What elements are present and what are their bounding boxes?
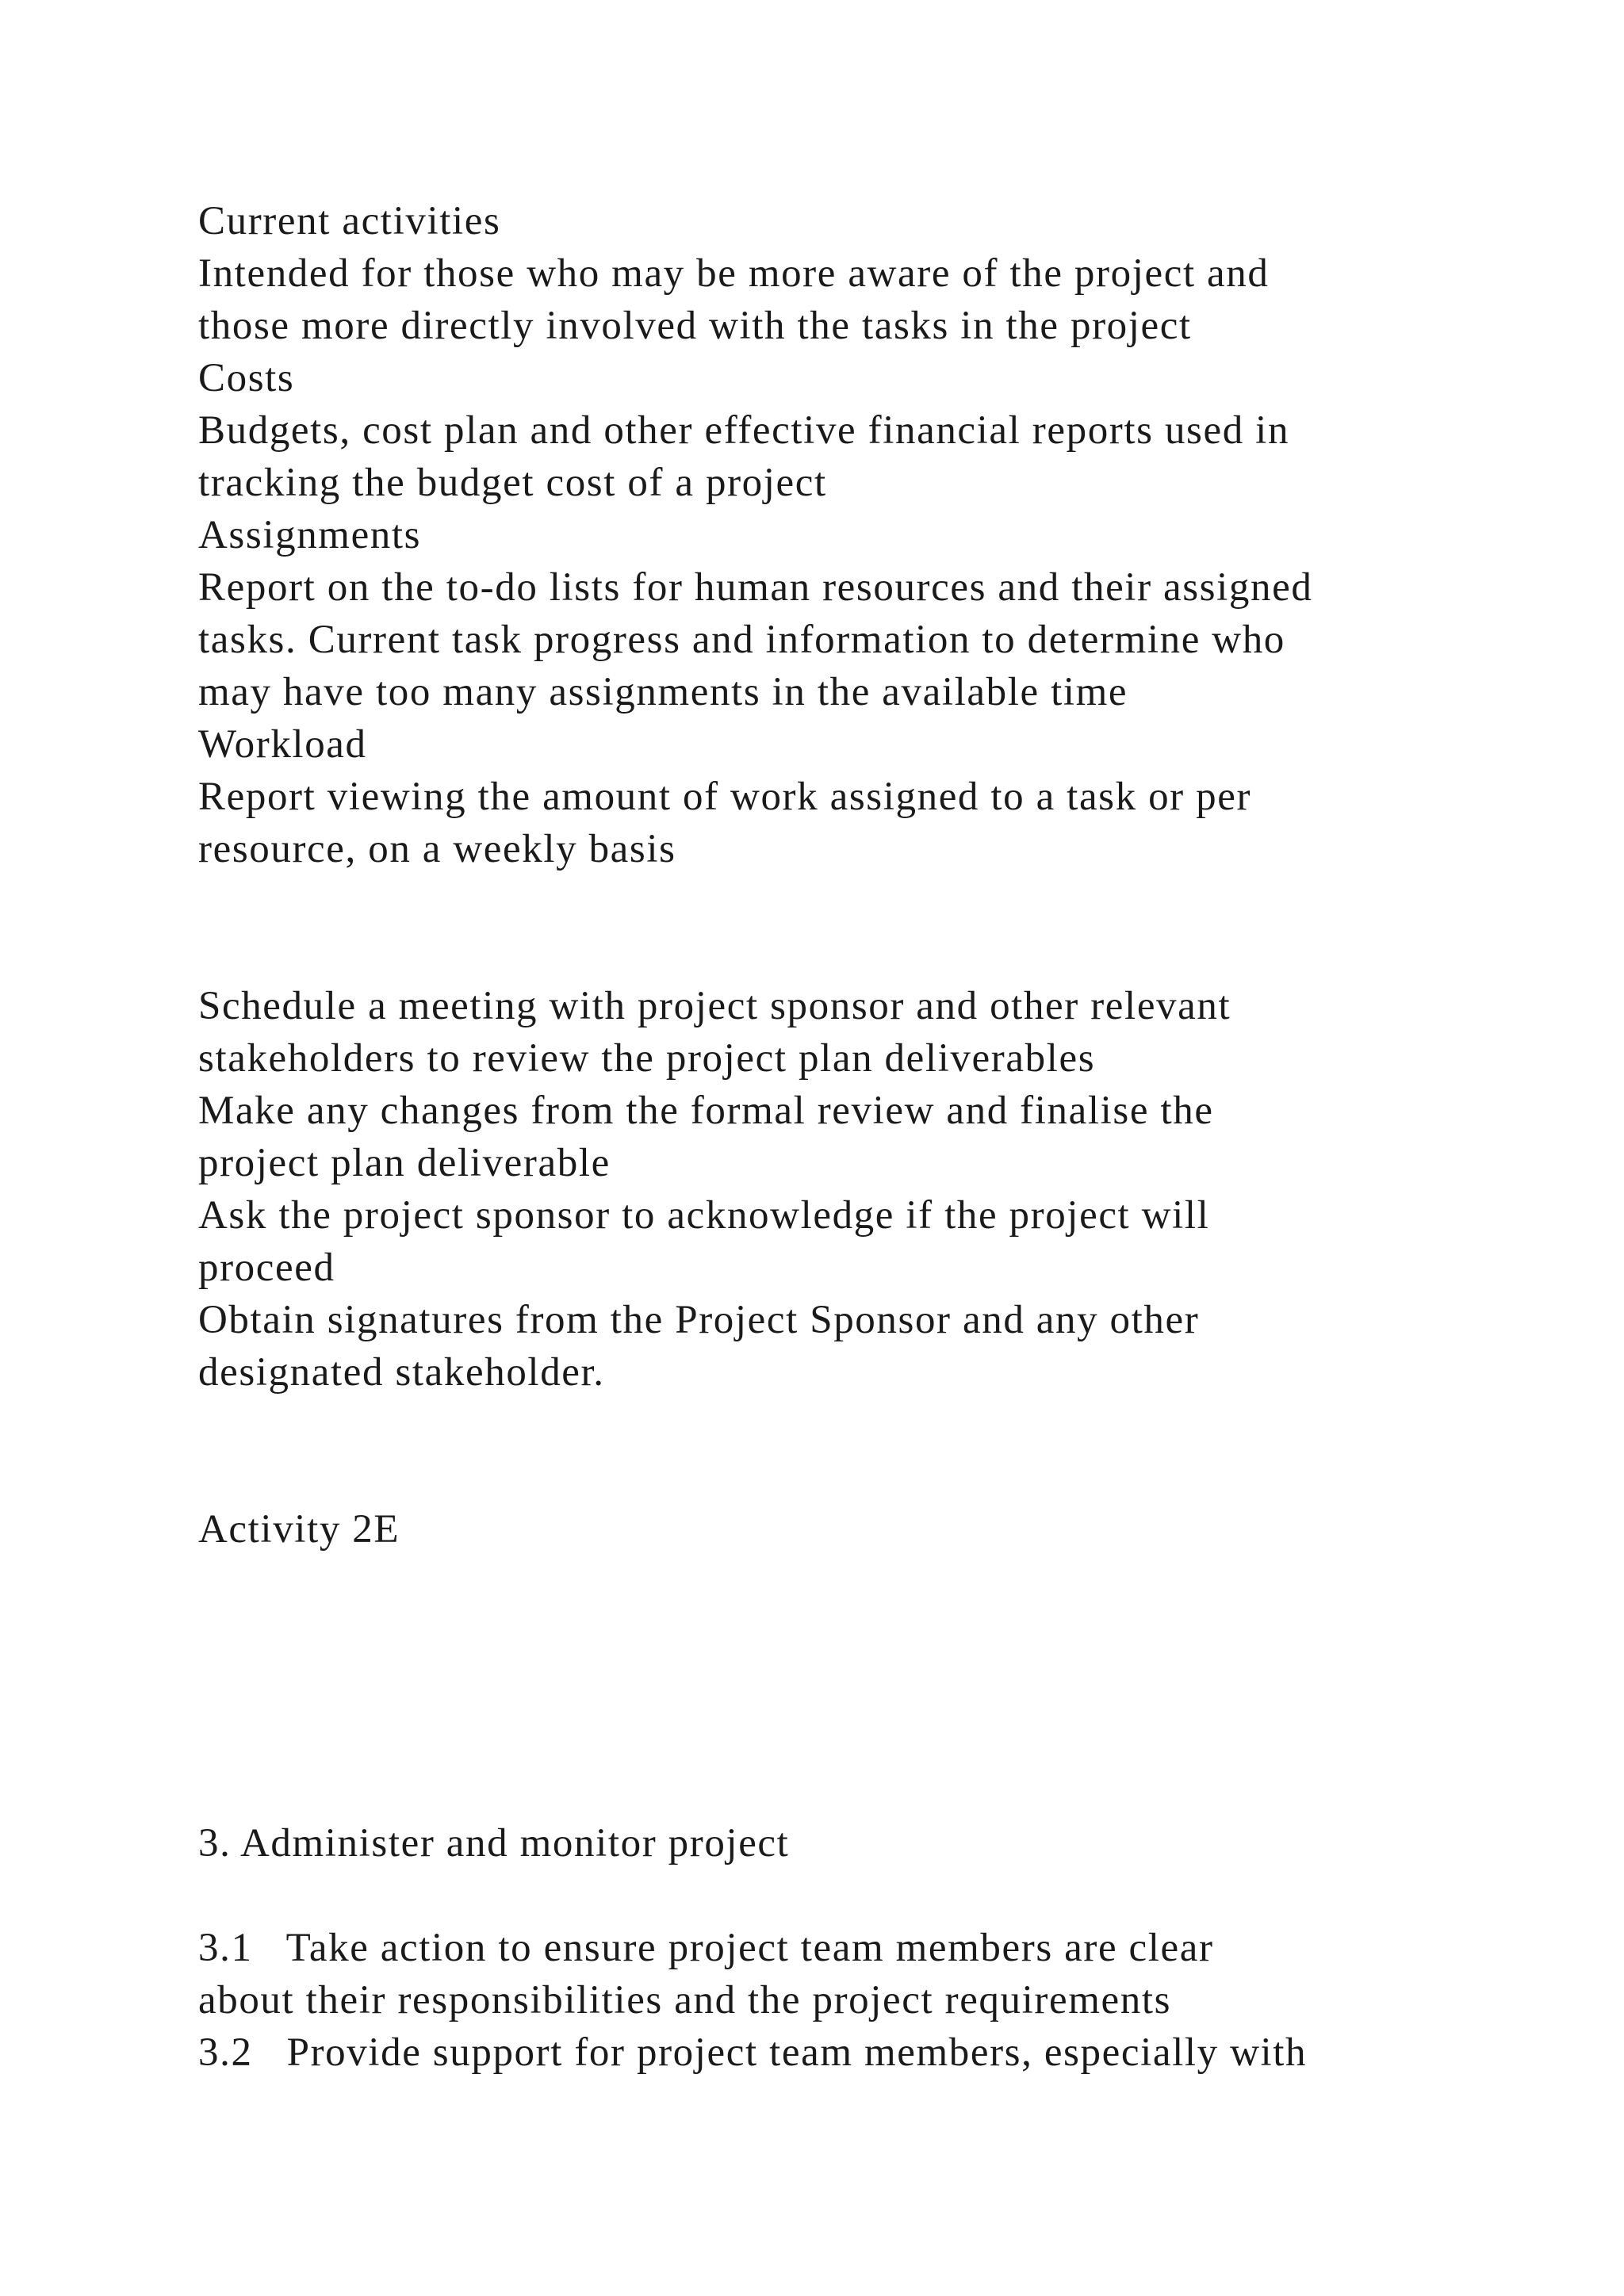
section-heading: 3. Administer and monitor project [198,1821,790,1866]
text-line: Make any changes from the formal review and finalise the [198,1089,1214,1133]
heading-activity-2e: Activity 2E [198,1507,400,1552]
numbered-item: 3.2 Provide support for project team members, especially with [198,2030,1308,2075]
text-line: designated stakeholder. [198,1350,605,1395]
text-line: tasks. Current task progress and information to determine who [198,618,1285,662]
text-line: resource, on a weekly basis [198,827,676,871]
text-line: stakeholders to review the project plan deliverables [198,1036,1096,1081]
heading-current-activities: Current activities [198,199,501,243]
text-line: tracking the budget cost of a project [198,461,827,505]
text-line: Obtain signatures from the Project Sponsor and any other [198,1298,1200,1342]
heading-costs: Costs [198,356,295,400]
text-line: Intended for those who may be more aware of the project and [198,251,1270,296]
heading-assignments: Assignments [198,513,422,557]
numbered-item: 3.1 Take action to ensure project team members are clear [198,1926,1214,1970]
text-line: Report on the to-do lists for human resources and their assigned [198,565,1313,610]
text-line: Report viewing the amount of work assigned to a task or per [198,775,1252,819]
heading-workload: Workload [198,722,367,767]
text-line: about their responsibilities and the project requirements [198,1978,1172,2022]
text-line: those more directly involved with the tasks in the project [198,304,1192,348]
text-line: Schedule a meeting with project sponsor and other relevant [198,984,1231,1028]
text-line: project plan deliverable [198,1141,611,1185]
text-line: may have too many assignments in the available time [198,670,1128,714]
text-line: Budgets, cost plan and other effective financial reports used in [198,408,1290,453]
text-line: proceed [198,1246,335,1290]
text-line: Ask the project sponsor to acknowledge if the project will [198,1193,1210,1238]
